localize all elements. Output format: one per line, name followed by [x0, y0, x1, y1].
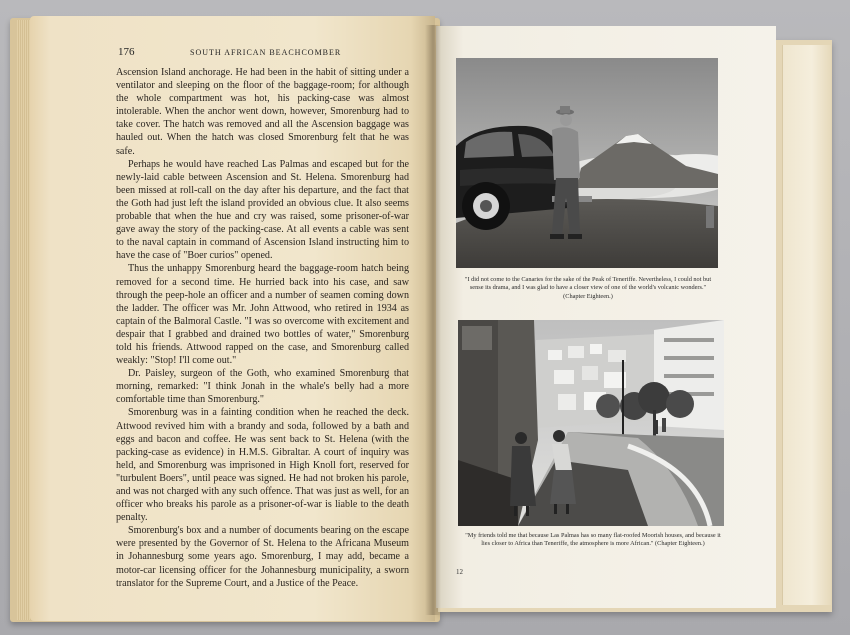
- plate-number: 12: [456, 568, 463, 576]
- photo-caption-bottom: "My friends told me that because Las Palmas has so many flat-roofed Moorish houses, and because it lies closer to Africa than Teneriffe, the atmosphere is more African." (Chapter Eighteen.): [465, 532, 721, 548]
- running-head: SOUTH AFRICAN BEACHCOMBER: [190, 48, 342, 57]
- book-spine: [425, 25, 441, 615]
- body-text: [116, 66, 409, 590]
- paragraph: Smorenburg was in a fainting condition when he reached the deck. Attwood revived him with a brandy and soda, followed by a bath and eggs and bacon and coffee. He was sent back to St. Helena (with the packing-case as evidence) in H.M.S. Gibraltar. A court of inquiry was held, and Smorenburg was imprisoned in High Knoll fort, reserved for "turbulent Boers", until peace was signed. He had not broken his parole, and was not charged with any such offence. That was just as well, for an officer who breaks his parole as a prisoner-of-war is liable to the death penalty.: [116, 407, 409, 524]
- photo-teneriffe-peak: [456, 58, 718, 268]
- paragraph: Thus the unhappy Smorenburg heard the baggage-room hatch being removed for a second time. He hurried back into his case, and saw through the peep-hole an officer and a number of seamen coming down the ladder. The officer was Mr. John Attwood, who retired in 1934 as captain of the Balmoral Castle. "I was so overcome with excitement and despair that I grabbed and drained two bottles of water," Smorenburg told his friends. Attwood rapped on the case, and Smorenburg called weakly: "Stop! I'll come out.": [116, 263, 409, 367]
- paragraph: Ascension Island anchorage. He had been in the habit of sitting under a ventilator and sleeping on the floor of the baggage-room; for although the whole compartment was hot, his packing-case was almost intolerable. When the anchor went down, however, Smorenburg had to take cover. The hatch was removed and all the Ascension baggage was hauled out. When the hatch was closed Smorenburg felt that he was safe.: [116, 67, 409, 157]
- paragraph: Dr. Paisley, surgeon of the Goth, who examined Smorenburg that morning, remarked: "I think Jonah in the whale's belly had a more comfortable time than Smorenburg.": [116, 368, 409, 406]
- paragraph: Perhaps he would have reached Las Palmas and escaped but for the newly-laid cable between Ascension and St. Helena. Smorenburg had been missed at roll-call on the day after his departure, and the fact that the Goth had just left the island provided an obvious clue. It also seems probable that when the hue and cry was raised, some prisoner-of-war gave away the story of the packing-case. At all events a cable was sent to the naval captain in command of Ascension Island instructing him to have the case of "Boer curios" opened.: [116, 158, 409, 262]
- page-edges-right: [782, 45, 831, 605]
- page-number: 176: [118, 46, 135, 58]
- photo-caption-top: "I did not come to the Canaries for the sake of the Peak of Teneriffe. Nevertheless, I could not but sense its drama, and I was glad to have a closer view of one of the world's volcanic wonders." (Chapter Eighteen.): [464, 276, 712, 300]
- photo-las-palmas-street: [458, 320, 724, 526]
- paragraph: Smorenburg's box and a number of documents bearing on the escape were presented by the Governor of St. Helena to the Africana Museum in Johannesburg some years ago. Smorenburg, I may add, became a motor-car licensing officer for the Johannesburg municipality, a sworn translator for the Supreme Court, and a Justice of the Peace.: [116, 525, 409, 589]
